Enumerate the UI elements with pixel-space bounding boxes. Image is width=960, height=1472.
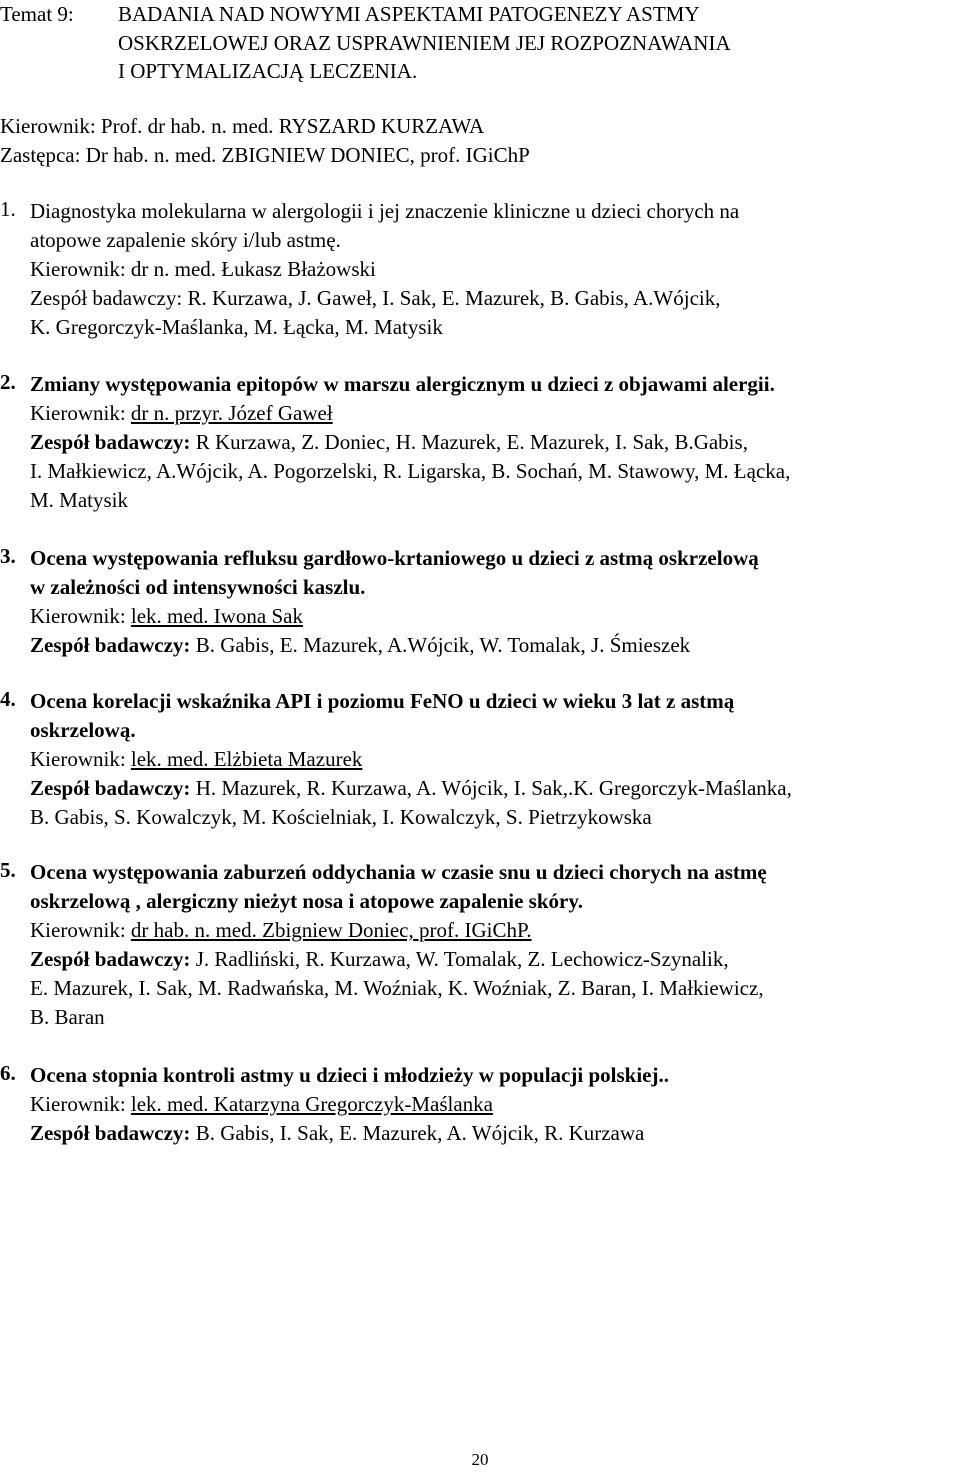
project-team-value: B. Gabis, E. Mazurek, A.Wójcik, W. Tomalak, J. Śmieszek xyxy=(195,633,691,657)
project-title-line: Ocena korelacji wskaźnika API i poziomu FeNO u dzieci w wieku 3 lat z astmą xyxy=(30,689,735,713)
project-item xyxy=(0,858,950,1032)
project-title-line: atopowe zapalenie skóry i/lub astmę. xyxy=(30,228,341,252)
project-number: 1. xyxy=(0,197,16,221)
team-label: Zespół badawczy: xyxy=(30,947,191,971)
project-title-line: Ocena występowania zaburzeń oddychania w czasie snu u dzieci chorych na astmę xyxy=(30,860,767,884)
topic-title-line: I OPTYMALIZACJĄ LECZENIA. xyxy=(118,59,418,83)
head-label: Kierownik: xyxy=(30,1092,126,1116)
team-label: Zespół badawczy: xyxy=(30,430,191,454)
project-item xyxy=(0,1061,950,1148)
project-head-value: dr n. med. Łukasz Błażowski xyxy=(130,257,376,281)
project-head-line xyxy=(30,916,950,945)
project-number: 4. xyxy=(0,687,16,711)
project-head-value: lek. med. Katarzyna Gregorczyk-Maślanka xyxy=(130,1092,493,1116)
project-number: 5. xyxy=(0,858,16,882)
project-item xyxy=(0,544,950,660)
project-head-line xyxy=(30,602,950,631)
deputy-label: Zastępca: xyxy=(0,143,81,167)
head-label: Kierownik: xyxy=(30,747,126,771)
project-item xyxy=(0,687,950,832)
project-item xyxy=(0,370,950,515)
head-label: Kierownik: xyxy=(30,604,126,628)
topic-head-line xyxy=(0,112,484,140)
project-team-value: R Kurzawa, Z. Doniec, H. Mazurek, E. Mazurek, I. Sak, B.Gabis, xyxy=(195,430,748,454)
project-team-line xyxy=(30,428,950,457)
head-label: Kierownik: xyxy=(30,918,126,942)
project-head-value: lek. med. Elżbieta Mazurek xyxy=(130,747,363,771)
project-title-line: oskrzelową. xyxy=(30,718,136,742)
project-number: 3. xyxy=(0,544,16,568)
project-team-line: M. Matysik xyxy=(30,488,129,512)
project-head-line xyxy=(30,399,950,428)
project-title-line: Diagnostyka molekularna w alergologii i jej znaczenie kliniczne u dzieci chorych na xyxy=(30,199,740,223)
head-value: Prof. dr hab. n. med. RYSZARD KURZAWA xyxy=(100,114,485,138)
project-number: 6. xyxy=(0,1061,16,1085)
project-head-value: dr n. przyr. Józef Gaweł xyxy=(130,401,333,425)
project-team-line: B. Baran xyxy=(30,1005,105,1029)
topic-title-line: OSKRZELOWEJ ORAZ USPRAWNIENIEM JEJ ROZPOZNAWANIA xyxy=(118,30,731,55)
deputy-value: Dr hab. n. med. ZBIGNIEW DONIEC, prof. IGiChP xyxy=(85,143,530,167)
project-team-line: K. Gregorczyk-Maślanka, M. Łącka, M. Matysik xyxy=(30,315,443,339)
project-title-line: w zależności od intensywności kaszlu. xyxy=(30,575,366,599)
project-team-line xyxy=(30,945,950,974)
topic-title xyxy=(118,0,938,86)
project-team-line xyxy=(30,774,950,803)
project-item xyxy=(0,197,950,342)
team-label: Zespół badawczy: xyxy=(30,633,191,657)
project-team-line xyxy=(30,1119,950,1148)
project-team-line xyxy=(30,631,950,660)
project-title-line: Ocena stopnia kontroli astmy u dzieci i młodzieży w populacji polskiej.. xyxy=(30,1063,669,1087)
project-head-value: lek. med. Iwona Sak xyxy=(130,604,303,628)
team-label: Zespół badawczy: xyxy=(30,776,191,800)
project-team-line: B. Gabis, S. Kowalczyk, M. Kościelniak, I. Kowalczyk, S. Pietrzykowska xyxy=(30,805,652,829)
project-team-value: J. Radliński, R. Kurzawa, W. Tomalak, Z. Lechowicz-Szynalik, xyxy=(195,947,729,971)
project-team-line: I. Małkiewicz, A.Wójcik, A. Pogorzelski, R. Ligarska, B. Sochań, M. Stawowy, M. Łącka, xyxy=(30,459,791,483)
topic-deputy-line xyxy=(0,141,530,169)
head-label: Kierownik: xyxy=(30,257,126,281)
project-team-value: B. Gabis, I. Sak, E. Mazurek, A. Wójcik, R. Kurzawa xyxy=(195,1121,645,1145)
project-team-value: H. Mazurek, R. Kurzawa, A. Wójcik, I. Sak,.K. Gregorczyk-Maślanka, xyxy=(195,776,792,800)
topic-title-line: BADANIA NAD NOWYMI ASPEKTAMI PATOGENEZY ASTMY xyxy=(118,2,700,26)
team-label: Zespół badawczy: xyxy=(30,286,183,310)
project-head-value: dr hab. n. med. Zbigniew Doniec, prof. IGiChP. xyxy=(130,918,532,942)
head-label: Kierownik: xyxy=(30,401,126,425)
project-head-line xyxy=(30,745,950,774)
page-number: 20 xyxy=(471,1450,489,1469)
head-label: Kierownik: xyxy=(0,114,96,138)
project-number: 2. xyxy=(0,370,16,394)
project-head-line xyxy=(30,255,950,284)
topic-label: Temat 9: xyxy=(0,2,74,26)
project-team-line: E. Mazurek, I. Sak, M. Radwańska, M. Woźniak, K. Woźniak, Z. Baran, I. Małkiewicz, xyxy=(30,976,764,1000)
project-head-line xyxy=(30,1090,950,1119)
project-title-line: oskrzelową , alergiczny nieżyt nosa i atopowe zapalenie skóry. xyxy=(30,889,583,913)
project-team-value: R. Kurzawa, J. Gaweł, I. Sak, E. Mazurek, B. Gabis, A.Wójcik, xyxy=(187,286,721,310)
team-label: Zespół badawczy: xyxy=(30,1121,191,1145)
project-team-line xyxy=(30,284,950,313)
project-title-line: Zmiany występowania epitopów w marszu alergicznym u dzieci z objawami alergii. xyxy=(30,372,775,396)
project-title-line: Ocena występowania refluksu gardłowo-krtaniowego u dzieci z astmą oskrzelową xyxy=(30,546,759,570)
